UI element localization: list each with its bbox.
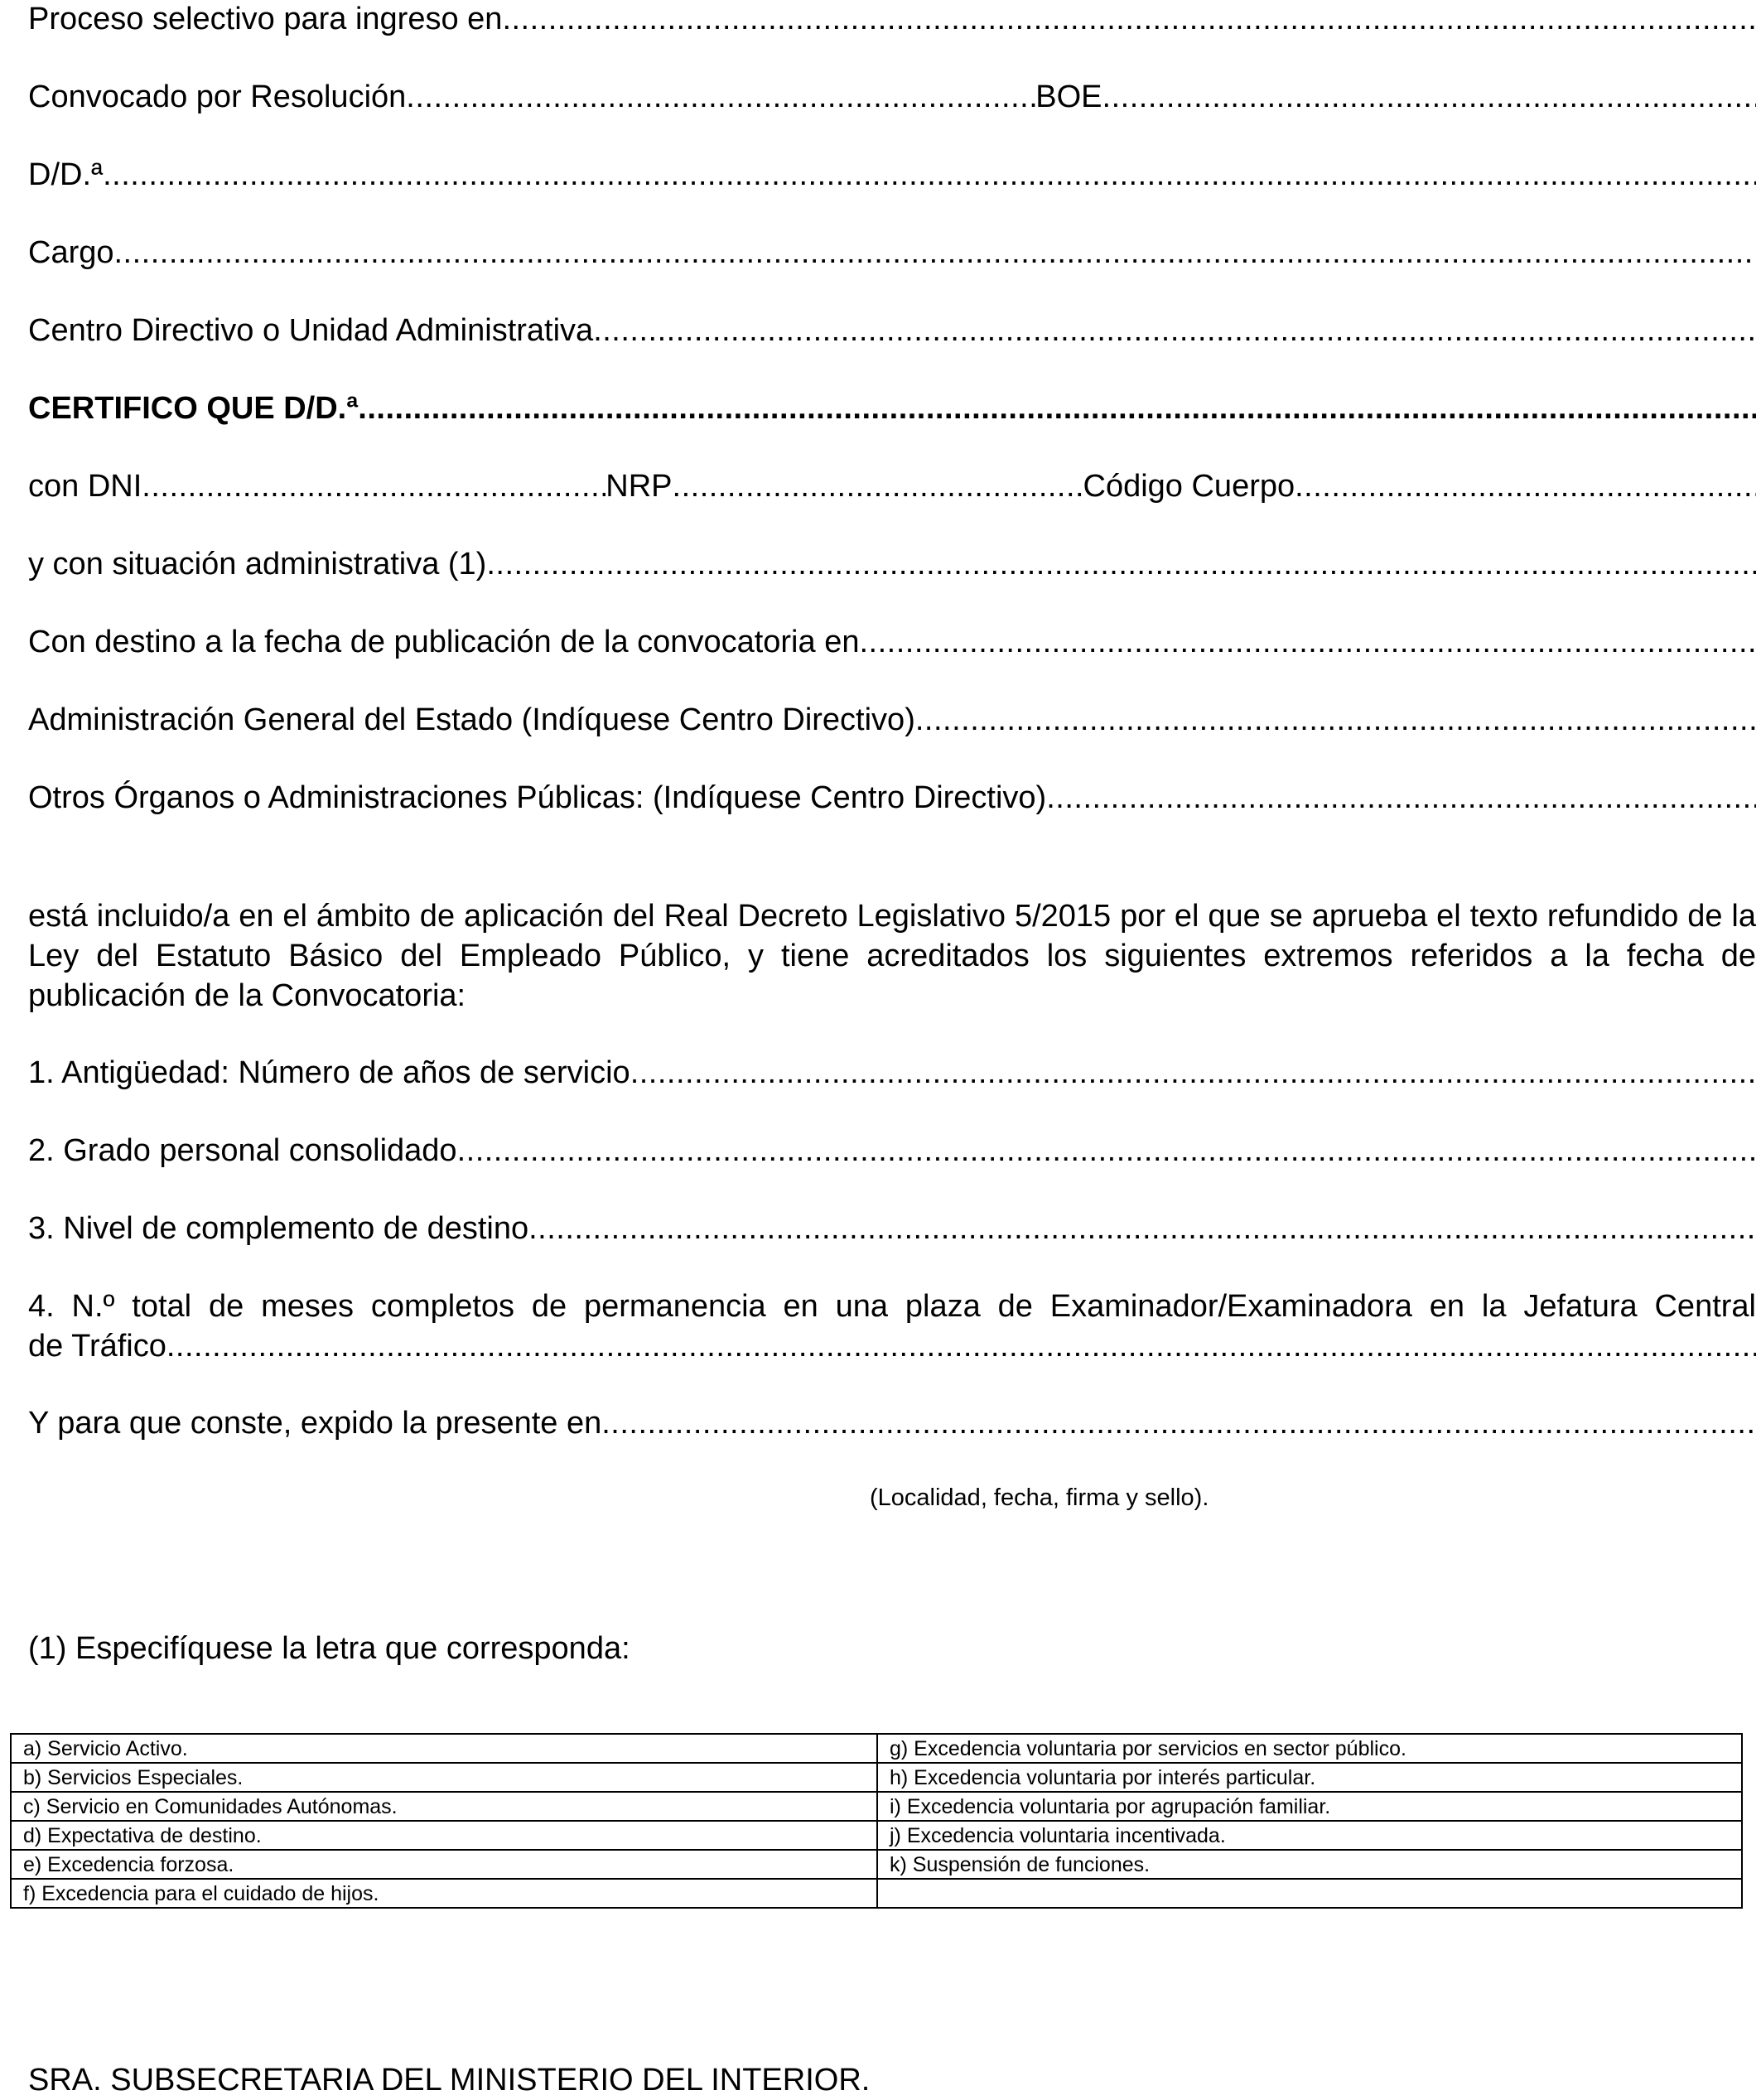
table-row — [11, 1792, 1742, 1821]
field-label: Centro Directivo o Unidad Administrativa — [28, 313, 594, 348]
dotted-fill[interactable] — [502, 0, 1756, 38]
field-convocado-resolucion[interactable] — [28, 78, 1756, 116]
dotted-fill[interactable] — [114, 234, 1757, 272]
table-cell: f) Excedencia para el cuidado de hijos. — [11, 1879, 877, 1908]
field-label: Convocado por Resolución — [28, 80, 407, 114]
table-cell — [877, 1879, 1742, 1908]
dotted-fill-dni[interactable] — [142, 467, 605, 505]
dotted-fill[interactable] — [601, 1404, 1756, 1442]
field-label-codigo-cuerpo: Código Cuerpo — [1083, 469, 1295, 504]
dotted-fill[interactable] — [630, 1054, 1756, 1092]
dotted-fill[interactable] — [1046, 779, 1756, 817]
item-nivel-complemento[interactable] — [28, 1209, 1756, 1248]
table-row — [11, 1850, 1742, 1879]
table-cell: j) Excedencia voluntaria incentivada. — [877, 1821, 1742, 1850]
item-label-line1: 4. N.º total de meses completos de permanencia en una plaza de Examinador/Examinadora en la Jefatura Central — [28, 1289, 1756, 1324]
field-dni-nrp-cuerpo[interactable] — [28, 467, 1756, 505]
field-destino[interactable] — [28, 623, 1756, 661]
table-cell: h) Excedencia voluntaria por interés particular. — [877, 1763, 1742, 1792]
field-label-nrp: NRP — [605, 469, 673, 504]
dotted-fill[interactable] — [103, 156, 1756, 194]
dotted-fill[interactable] — [486, 545, 1756, 583]
dotted-fill[interactable] — [593, 311, 1756, 350]
field-label-boe: BOE — [1035, 80, 1102, 114]
table-cell: i) Excedencia voluntaria por agrupación familiar. — [877, 1792, 1742, 1821]
dotted-fill-nrp[interactable] — [673, 467, 1083, 505]
table-cell: d) Expectativa de destino. — [11, 1821, 877, 1850]
closing-label: Y para que conste, expido la presente en — [28, 1406, 602, 1441]
field-otros-organos[interactable] — [28, 779, 1756, 817]
dotted-fill[interactable] — [358, 389, 1756, 427]
dotted-fill[interactable] — [859, 623, 1756, 661]
field-label: D/D.ª — [28, 157, 104, 192]
item-antiguedad[interactable] — [28, 1054, 1756, 1092]
field-cargo[interactable] — [28, 234, 1756, 272]
field-proceso-selectivo[interactable] — [28, 0, 1756, 38]
field-label: Cargo — [28, 235, 114, 270]
field-dd[interactable] — [28, 156, 1756, 194]
dotted-fill[interactable] — [528, 1209, 1756, 1248]
table-row — [11, 1734, 1742, 1763]
dotted-fill[interactable] — [457, 1132, 1756, 1170]
closing-line[interactable] — [28, 1404, 1756, 1442]
item-label-line2: de Tráfico — [28, 1329, 166, 1364]
field-label: CERTIFICO QUE D/D.ª — [28, 391, 359, 426]
item-grado-personal[interactable] — [28, 1132, 1756, 1170]
table-cell: g) Excedencia voluntaria por servicios en sector público. — [877, 1734, 1742, 1763]
table-cell: a) Servicio Activo. — [11, 1734, 877, 1763]
footnote-title: (1) Especifíquese la letra que corresponda: — [28, 1631, 630, 1666]
field-label: Otros Órganos o Administraciones Públicas: (Indíquese Centro Directivo) — [28, 780, 1047, 815]
item-label: 2. Grado personal consolidado — [28, 1133, 457, 1168]
table-row — [11, 1763, 1742, 1792]
item-label: 1. Antigüedad: Número de años de servicio — [28, 1055, 630, 1090]
field-age[interactable] — [28, 701, 1756, 739]
declaration-paragraph: está incluido/a en el ámbito de aplicación del Real Decreto Legislativo 5/2015 por el que se aprueba el texto refundido de la Ley del Estatuto Básico del Empleado Público, y tiene acreditados los siguientes extremos referidos a la fecha de publicación de la Convocatoria: — [28, 899, 1756, 1013]
table-cell: e) Excedencia forzosa. — [11, 1850, 877, 1879]
field-situacion-administrativa[interactable] — [28, 545, 1756, 583]
table-row — [11, 1879, 1742, 1908]
field-label: Administración General del Estado (Indíquese Centro Directivo) — [28, 702, 915, 737]
field-label: y con situación administrativa (1) — [28, 547, 487, 582]
table-cell: b) Servicios Especiales. — [11, 1763, 877, 1792]
table-cell: k) Suspensión de funciones. — [877, 1850, 1742, 1879]
dotted-fill-resolucion[interactable] — [406, 78, 1035, 116]
table-cell: c) Servicio en Comunidades Autónomas. — [11, 1792, 877, 1821]
dotted-fill[interactable] — [166, 1326, 1756, 1366]
signature-caption: (Localidad, fecha, firma y sello). — [870, 1484, 1209, 1511]
field-label: Con destino a la fecha de publicación de la convocatoria en — [28, 625, 860, 659]
field-centro-directivo[interactable] — [28, 311, 1756, 350]
field-label: Proceso selectivo para ingreso en — [28, 2, 503, 36]
addressee: SRA. SUBSECRETARIA DEL MINISTERIO DEL INTERIOR. — [28, 2063, 871, 2098]
item-meses-permanencia[interactable] — [28, 1287, 1756, 1366]
item-line2[interactable] — [28, 1326, 1756, 1366]
table-row — [11, 1821, 1742, 1850]
field-certifico[interactable] — [28, 389, 1756, 427]
dotted-fill-boe[interactable] — [1102, 78, 1756, 116]
item-label: 3. Nivel de complemento de destino — [28, 1211, 529, 1246]
situations-table — [10, 1733, 1743, 1909]
dotted-fill-codigo-cuerpo[interactable] — [1295, 467, 1756, 505]
field-label-dni: con DNI — [28, 469, 142, 504]
dotted-fill[interactable] — [915, 701, 1756, 739]
